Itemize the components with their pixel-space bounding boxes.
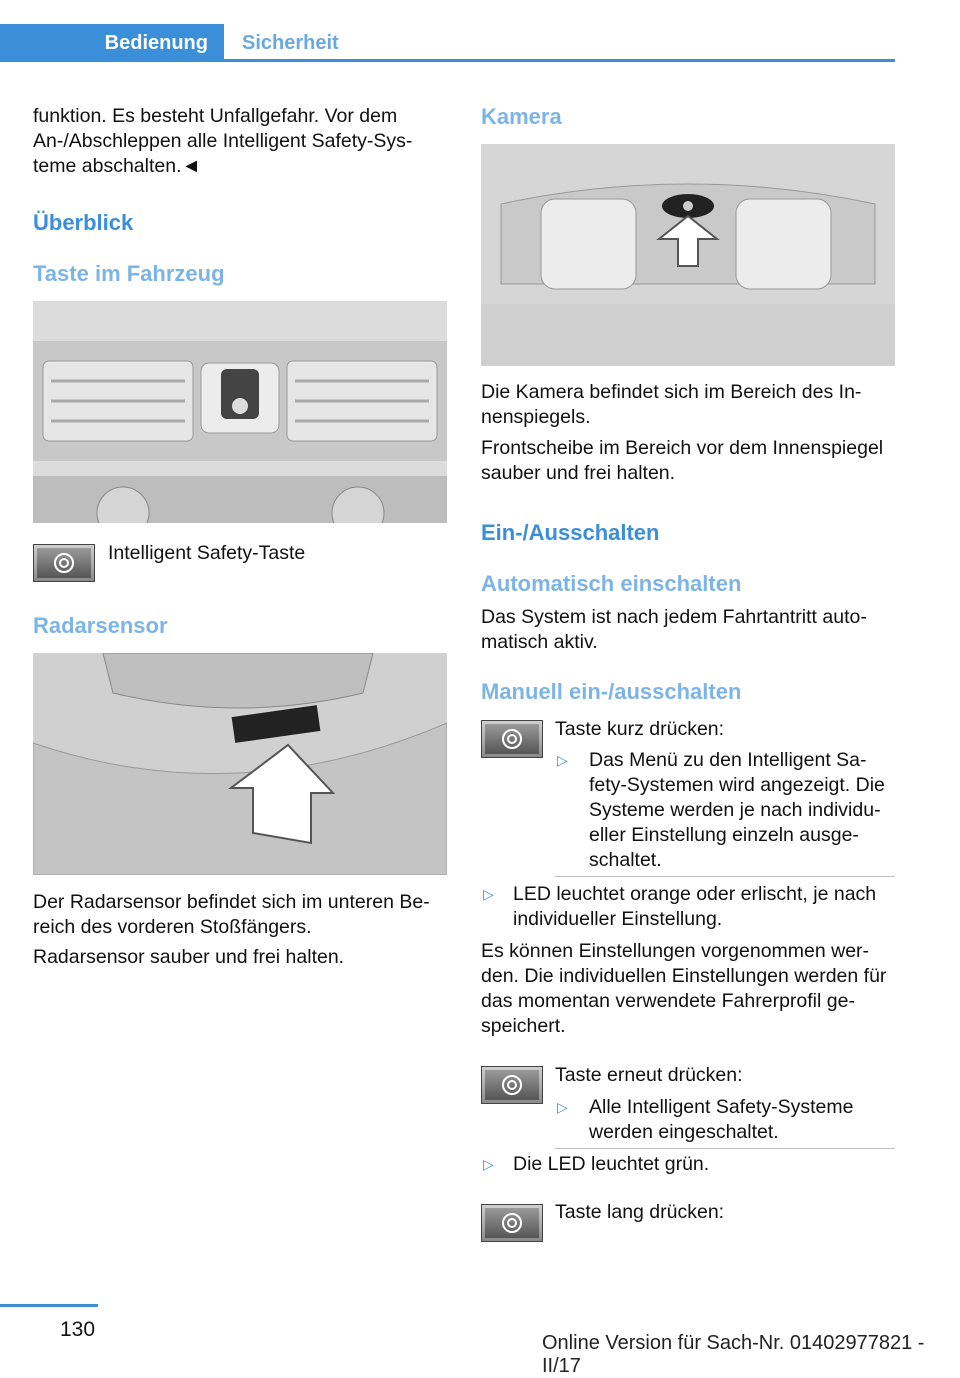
intro-line-2: An-/Abschleppen alle Intelligent Safety-Sys‐ (33, 130, 413, 152)
menu-line-1: Das Menü zu den Intelligent Sa‐ (589, 749, 867, 771)
long-press-text: Taste lang drücken: (555, 1201, 725, 1223)
auto-line-1: Das System ist nach jedem Fahrtantritt auto‐ (481, 606, 867, 628)
safety-button-icon (33, 544, 95, 582)
dashboard-illustration (33, 301, 447, 523)
led-line-1: LED leuchtet orange oder erlischt, je nach (513, 883, 877, 905)
separator (555, 1148, 895, 1149)
camera-line-1: Die Kamera befindet sich im Bereich des In‐ (481, 381, 862, 403)
dashboard-button-image (33, 301, 447, 523)
led-line-2: individueller Einstellung. (513, 908, 723, 930)
led-green-text: Die LED leuchtet grün. (513, 1153, 710, 1175)
press-again-text: Taste erneut drücken: (555, 1064, 743, 1086)
intro-line-3: teme abschalten.◄ (33, 155, 201, 177)
short-press-text: Taste kurz drücken: (555, 718, 725, 740)
header-rule (224, 59, 895, 62)
heading-radar: Radarsensor (33, 613, 168, 638)
radar-line-1: Der Radarsensor befindet sich im unteren Be‐ (33, 891, 430, 913)
menu-line-4: eller Einstellung einzeln ausge‐ (589, 824, 859, 846)
online-version-text: Online Version für Sach-Nr. 01402977821 - II/17 (542, 1332, 925, 1377)
radar-line-2: reich des vorderen Stoßfängers. (33, 916, 312, 938)
safety-button-icon-again (481, 1066, 543, 1104)
radar-sensor-image (33, 653, 447, 875)
safety-button-icon-long (481, 1204, 543, 1242)
page-header (0, 0, 960, 62)
triangle-right-icon: ▷ (483, 1156, 494, 1172)
menu-line-3: Systeme werden je nach individu‐ (589, 799, 881, 821)
tab-sicherheit[interactable]: Sicherheit (242, 32, 339, 54)
intelligent-safety-icon (501, 1074, 523, 1096)
heading-camera: Kamera (481, 104, 562, 129)
settings-line-2: den. Die individuellen Einstellungen werden für (481, 965, 887, 987)
intro-line-1: funktion. Es besteht Unfallgefahr. Vor dem (33, 105, 398, 127)
settings-line-4: speichert. (481, 1015, 566, 1037)
menu-line-5: schaltet. (589, 849, 662, 871)
settings-line-1: Es können Einstellungen vorgenommen wer‐ (481, 940, 870, 962)
auto-line-2: matisch aktiv. (481, 631, 598, 653)
triangle-right-icon: ▷ (483, 886, 494, 902)
camera-illustration (481, 144, 895, 366)
triangle-right-icon: ▷ (557, 1099, 568, 1115)
separator (555, 876, 895, 877)
heading-on-off: Ein-/Ausschalten (481, 520, 660, 545)
triangle-right-icon: ▷ (557, 752, 568, 768)
intelligent-safety-icon (501, 728, 523, 750)
heading-manual: Manuell ein-/ausschalten (481, 679, 742, 704)
all-on-line-2: werden eingeschaltet. (589, 1121, 779, 1143)
heading-auto-on: Automatisch einschalten (481, 571, 742, 596)
radar-illustration (33, 653, 447, 875)
radar-clean-text: Radarsensor sauber und frei halten. (33, 946, 345, 968)
button-caption: Intelligent Safety-Taste (108, 542, 306, 564)
camera-image (481, 144, 895, 366)
all-on-line-1: Alle Intelligent Safety-Systeme (589, 1096, 854, 1118)
tab-bedienung[interactable]: Bedienung (0, 24, 224, 62)
heading-button-in-vehicle: Taste im Fahrzeug (33, 261, 225, 286)
windshield-line-1: Frontscheibe im Bereich vor dem Innenspiegel (481, 437, 884, 459)
settings-line-3: das momentan verwendete Fahrerprofil ge‐ (481, 990, 855, 1012)
safety-button-icon-short (481, 720, 543, 758)
camera-line-2: nenspiegels. (481, 406, 591, 428)
windshield-line-2: sauber und frei halten. (481, 462, 676, 484)
menu-line-2: fety-Systemen wird angezeigt. Die (589, 774, 885, 796)
intelligent-safety-icon (501, 1212, 523, 1234)
page-number: 130 (60, 1318, 96, 1341)
footer-rule (0, 1304, 98, 1307)
intelligent-safety-icon (53, 552, 75, 574)
heading-overview: Überblick (33, 210, 134, 235)
